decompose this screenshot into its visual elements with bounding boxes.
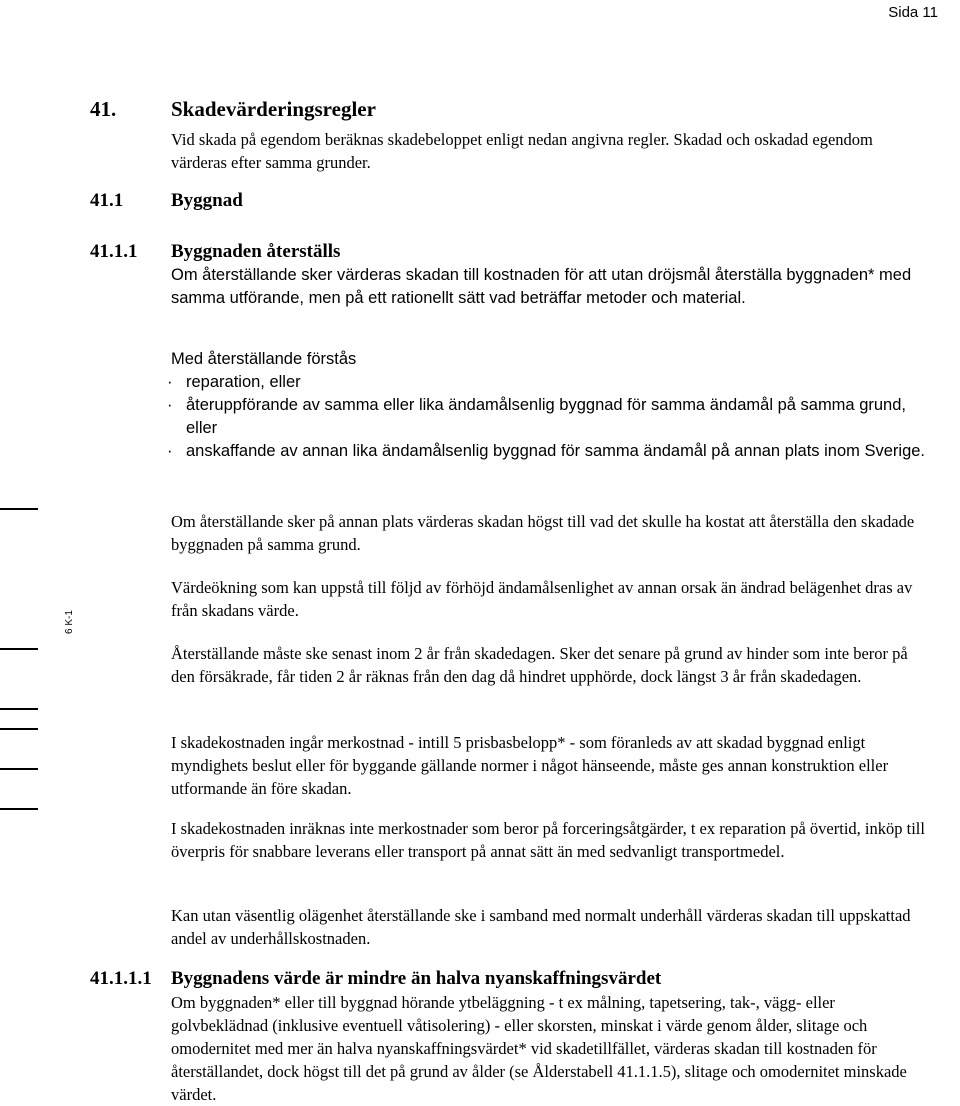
intro-paragraph: Vid skada på egendom beräknas skadebeloppet enligt nedan angivna regler. Skadad och oskadad egendom värderas efter samma grunder. xyxy=(171,130,873,172)
revision-bar xyxy=(0,808,38,810)
list-item xyxy=(167,371,931,394)
other-location-paragraph xyxy=(171,510,931,556)
side-margin-label: 6 K-1 xyxy=(64,610,75,634)
paragraph-text: I skadekostnaden ingår merkostnad - intill 5 prisbasbelopp* - som föranleds av att skadad byggnad enligt myndighets beslut eller för byggande gällande normer i något hänseende, måste ges annan konstruktion eller utformande än före skadan. xyxy=(171,733,889,798)
section-41-1-1-title: Byggnaden återställs xyxy=(171,241,341,262)
section-41-1-title: Byggnad xyxy=(171,190,243,211)
value-increase-paragraph xyxy=(171,576,931,622)
bullet-icon: · xyxy=(167,442,173,460)
section-41-1-1-1-number: 41.1.1.1 xyxy=(90,968,152,989)
revision-bar xyxy=(0,768,38,770)
maintenance-paragraph xyxy=(171,904,931,950)
paragraph-text: Om återställande sker på annan plats värderas skadan högst till vad det skulle ha kostat att återställa den skadade byggnaden på samma grund. xyxy=(171,512,915,554)
list-intro: Med återställande förstås xyxy=(171,350,357,368)
section-41-1-1-1-title: Byggnadens värde är mindre än halva nyanskaffningsvärdet xyxy=(171,968,662,989)
page-number: Sida 11 xyxy=(888,4,938,21)
section-41-title: Skadevärderingsregler xyxy=(171,97,376,121)
section-41-number: 41. xyxy=(90,97,117,121)
paragraph-text: I skadekostnaden inräknas inte merkostnader som beror på forceringsåtgärder, t ex reparation på övertid, inköp till överpris för snabbare leverans eller transport på annat sätt än med sedvanligt transportmedel. xyxy=(171,819,925,861)
section-41-intro xyxy=(171,128,931,174)
revision-bar xyxy=(0,728,38,730)
extra-cost-paragraph xyxy=(171,731,931,800)
restore-definition-paragraph xyxy=(171,264,931,310)
list-item-text: återuppförande av samma eller lika ändamålsenlig byggnad för samma ändamål på samma grund, eller xyxy=(186,396,906,437)
paragraph-text: Återställande måste ske senast inom 2 år från skadedagen. Sker det senare på grund av hinder som inte beror på den försäkrade, får tiden 2 år räknas från den dag då hindret upphörde, dock längst 3 år från skadedagen. xyxy=(171,644,908,686)
revision-bar xyxy=(0,648,38,650)
paragraph-text: Kan utan väsentlig olägenhet återställande ske i samband med normalt underhåll värderas skadan till uppskattad andel av underhållskostnaden. xyxy=(171,906,911,948)
revision-bar xyxy=(0,508,38,510)
list-item-text: reparation, eller xyxy=(186,373,301,391)
section-41-1-1-number: 41.1.1 xyxy=(90,241,138,262)
bullet-icon: · xyxy=(167,373,173,391)
bullet-icon: · xyxy=(167,396,173,414)
list-item-text: anskaffande av annan lika ändamålsenlig byggnad för samma ändamål på annan plats inom Sverige. xyxy=(186,442,926,460)
depreciated-value-paragraph xyxy=(171,991,931,1106)
paragraph-text: Värdeökning som kan uppstå till följd av förhöjd ändamålsenlighet av annan orsak än ändrad belägenhet dras av från skadans värde. xyxy=(171,578,913,620)
time-limit-paragraph xyxy=(171,642,931,688)
restore-list xyxy=(167,348,931,463)
section-41-1-number: 41.1 xyxy=(90,190,124,211)
paragraph-text: Om återställande sker värderas skadan till kostnaden för att utan dröjsmål återställa byggnaden* med samma utförande, men på ett rationellt sätt vad beträffar metoder och material. xyxy=(171,266,912,307)
list-item xyxy=(167,440,931,463)
list-item xyxy=(167,394,931,440)
paragraph-text: Om byggnaden* eller till byggnad hörande ytbeläggning - t ex målning, tapetsering, tak-, vägg- eller golvbeklädnad (inklusive eventuell våtisolering) - eller skorsten, minskat i värde genom ålder, slitage och omodernitet med mer än halva nyanskaffningsvärdet* vid skadetillfället, värderas skadan till kostnaden för återställandet, dock högst till det på grund av ålder (se Ålderstabell 41.1.1.5), slitage och omodernitet minskade värdet. xyxy=(171,993,907,1104)
revision-bar xyxy=(0,708,38,710)
excluded-cost-paragraph xyxy=(171,817,931,863)
